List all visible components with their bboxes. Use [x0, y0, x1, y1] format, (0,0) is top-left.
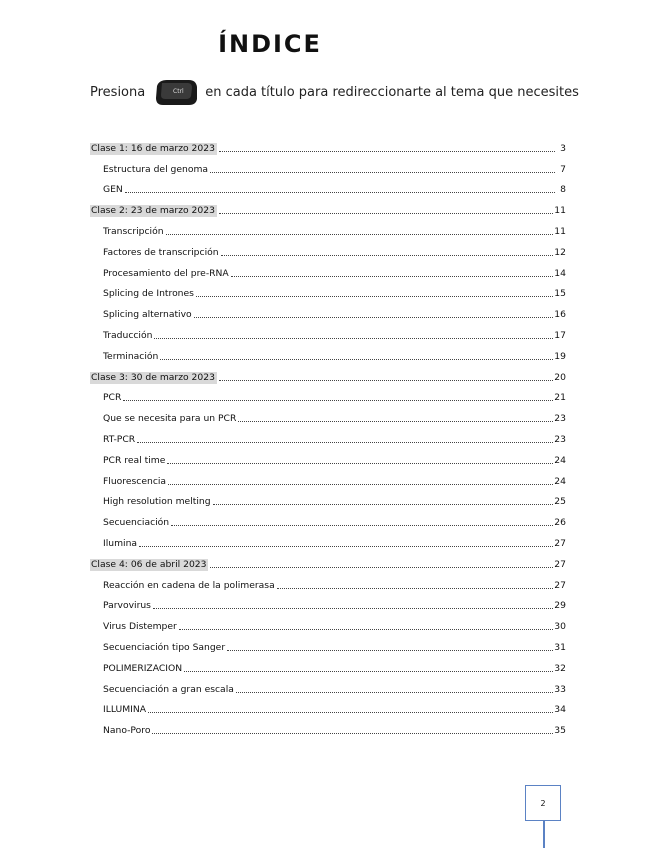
page-number-connector	[543, 821, 545, 848]
toc-label: Estructura del genoma	[103, 163, 209, 175]
toc-section-row	[90, 550, 566, 571]
toc-entry-link[interactable]	[103, 434, 566, 446]
toc-entry-row	[90, 300, 566, 321]
toc-entry-link[interactable]	[103, 268, 566, 280]
toc-entry-row	[90, 404, 566, 425]
toc-entry-row	[90, 259, 566, 280]
toc-page-number: 31	[554, 641, 566, 653]
dot-leader	[231, 275, 554, 277]
toc-label: Splicing alternativo	[103, 309, 192, 321]
toc-entry-row	[90, 488, 566, 509]
instruction-line	[90, 74, 579, 110]
toc-entry-link[interactable]	[103, 496, 566, 508]
toc-entry-row	[90, 280, 566, 301]
dot-leader	[277, 587, 554, 589]
toc-section-link[interactable]	[90, 372, 566, 384]
toc-page-number: 33	[554, 683, 566, 695]
dot-leader	[167, 462, 553, 464]
toc-label: Nano-Poro	[103, 725, 151, 737]
dot-leader	[184, 670, 553, 672]
toc-page-number: 23	[554, 433, 566, 445]
toc-section-link[interactable]	[90, 143, 566, 155]
toc-page-number: 29	[554, 600, 566, 612]
toc-page-number: 15	[554, 288, 566, 300]
dot-leader	[171, 524, 553, 526]
dot-leader	[213, 503, 554, 505]
dot-leader	[137, 441, 553, 443]
dot-leader	[153, 607, 553, 609]
toc-entry-link[interactable]	[103, 517, 566, 529]
page-number-box	[525, 785, 561, 821]
toc-entry-link[interactable]	[103, 330, 566, 342]
toc-entry-link[interactable]	[103, 226, 566, 238]
toc-entry-row	[90, 675, 566, 696]
toc-entry-row	[90, 508, 566, 529]
toc-page-number: 20	[554, 371, 566, 383]
toc-label: Splicing de Intrones	[103, 288, 194, 300]
toc-entry-link[interactable]	[103, 580, 566, 592]
toc-page-number: 19	[554, 350, 566, 362]
toc-label: Clase 1: 16 de marzo 2023	[91, 142, 215, 154]
toc-label: Virus Distemper	[103, 621, 177, 633]
instruction-text-before: Presiona	[90, 84, 146, 100]
dot-leader	[227, 649, 553, 651]
table-of-contents	[90, 134, 566, 737]
toc-entry-link[interactable]	[103, 309, 566, 321]
toc-section-link[interactable]	[90, 205, 566, 217]
toc-entry-link[interactable]	[103, 684, 566, 696]
toc-entry-link[interactable]	[103, 725, 566, 737]
toc-section-row	[90, 134, 566, 155]
toc-entry-row	[90, 176, 566, 197]
toc-entry-link[interactable]	[103, 538, 566, 550]
dot-leader	[236, 691, 553, 693]
toc-label: GEN	[103, 184, 123, 196]
toc-entry-row	[90, 446, 566, 467]
toc-page-number: 12	[554, 246, 566, 258]
toc-entry-row	[90, 238, 566, 259]
toc-entry-row	[90, 384, 566, 405]
toc-entry-row	[90, 696, 566, 717]
toc-entry-link[interactable]	[103, 392, 566, 404]
dot-leader	[196, 295, 553, 297]
toc-entry-row	[90, 155, 566, 176]
toc-entry-link[interactable]	[103, 455, 566, 467]
toc-section-row	[90, 196, 566, 217]
toc-entry-link[interactable]	[103, 663, 566, 675]
dot-leader	[154, 337, 553, 339]
toc-page-number: 25	[554, 496, 566, 508]
toc-label: Ilumina	[103, 537, 138, 549]
instruction-text-after: en cada título para redireccionarte al tema que necesites	[205, 84, 579, 100]
toc-entry-row	[90, 321, 566, 342]
page-title: ÍNDICE	[218, 30, 322, 58]
toc-label: Reacción en cadena de la polimerasa	[103, 579, 275, 591]
toc-section-row	[90, 363, 566, 384]
toc-entry-row	[90, 612, 566, 633]
toc-label: Procesamiento del pre-RNA	[103, 267, 229, 279]
dot-leader	[221, 254, 554, 256]
toc-entry-link[interactable]	[103, 288, 566, 300]
toc-entry-row	[90, 633, 566, 654]
dot-leader	[179, 628, 553, 630]
dot-leader	[210, 171, 555, 173]
toc-label: Secuenciación	[103, 517, 170, 529]
toc-entry-link[interactable]	[103, 351, 566, 363]
toc-page-number: 23	[554, 413, 566, 425]
toc-page-number: 32	[554, 662, 566, 674]
ctrl-key-icon	[153, 77, 199, 107]
toc-entry-row	[90, 654, 566, 675]
dot-leader	[166, 233, 554, 235]
toc-page-number: 16	[554, 309, 566, 321]
toc-label: Transcripción	[103, 225, 164, 237]
toc-entry-link[interactable]	[103, 704, 566, 716]
toc-entry-link[interactable]	[103, 621, 566, 633]
dot-leader	[194, 316, 554, 318]
toc-page-number: 11	[554, 205, 566, 217]
dot-leader	[125, 191, 555, 193]
toc-page-number: 26	[554, 517, 566, 529]
toc-page-number: 35	[554, 725, 566, 737]
toc-entry-link[interactable]	[103, 184, 566, 196]
toc-entry-link[interactable]	[103, 164, 566, 176]
dot-leader	[238, 420, 553, 422]
dot-leader	[160, 358, 553, 360]
toc-label: Clase 4: 06 de abril 2023	[91, 558, 207, 570]
toc-page-number: 21	[554, 392, 566, 404]
toc-entry-link[interactable]	[103, 476, 566, 488]
dot-leader	[123, 399, 553, 401]
toc-label: ILLUMINA	[103, 704, 147, 716]
toc-page-number: 27	[554, 537, 566, 549]
toc-label: Clase 2: 23 de marzo 2023	[91, 205, 215, 217]
dot-leader	[219, 212, 553, 214]
toc-page-number: 27	[554, 558, 566, 570]
dot-leader	[139, 545, 553, 547]
toc-entry-row	[90, 467, 566, 488]
toc-page-number: 24	[554, 454, 566, 466]
toc-label: Factores de transcripción	[103, 246, 219, 258]
toc-label: Clase 3: 30 de marzo 2023	[91, 371, 215, 383]
toc-page-number: 30	[554, 621, 566, 633]
toc-entry-row	[90, 425, 566, 446]
toc-label: RT-PCR	[103, 433, 136, 445]
toc-page-number: 7	[560, 163, 566, 175]
toc-label: Parvovirus	[103, 600, 151, 612]
toc-entry-link[interactable]	[103, 600, 566, 612]
toc-page-number: 24	[554, 475, 566, 487]
toc-page-number: 11	[554, 225, 566, 237]
toc-page-number: 14	[554, 267, 566, 279]
toc-page-number: 34	[554, 704, 566, 716]
toc-entry-link[interactable]	[103, 642, 566, 654]
dot-leader	[210, 566, 553, 568]
toc-entry-row	[90, 571, 566, 592]
toc-label: Traducción	[103, 329, 153, 341]
toc-page-number: 17	[554, 329, 566, 341]
toc-entry-row	[90, 342, 566, 363]
toc-section-link[interactable]	[90, 559, 566, 571]
toc-label: High resolution melting	[103, 496, 211, 508]
toc-label: PCR	[103, 392, 122, 404]
svg-text:Ctrl: Ctrl	[173, 88, 184, 95]
toc-entry-link[interactable]	[103, 247, 566, 259]
dot-leader	[168, 483, 553, 485]
dot-leader	[219, 150, 555, 152]
toc-label: Secuenciación a gran escala	[103, 683, 234, 695]
toc-entry-link[interactable]	[103, 413, 566, 425]
dot-leader	[219, 379, 553, 381]
toc-label: POLIMERIZACION	[103, 662, 183, 674]
toc-label: PCR real time	[103, 454, 166, 466]
toc-page-number: 27	[554, 579, 566, 591]
toc-page-number: 8	[560, 184, 566, 196]
toc-label: Que se necesita para un PCR	[103, 413, 237, 425]
toc-entry-row	[90, 592, 566, 613]
page-number: 2	[540, 798, 546, 808]
toc-label: Secuenciación tipo Sanger	[103, 641, 226, 653]
toc-entry-row	[90, 529, 566, 550]
dot-leader	[152, 732, 553, 734]
toc-label: Fluorescencia	[103, 475, 167, 487]
toc-entry-row	[90, 716, 566, 737]
toc-entry-row	[90, 217, 566, 238]
dot-leader	[148, 711, 553, 713]
toc-page-number: 3	[560, 142, 566, 154]
toc-label: Terminación	[103, 350, 159, 362]
